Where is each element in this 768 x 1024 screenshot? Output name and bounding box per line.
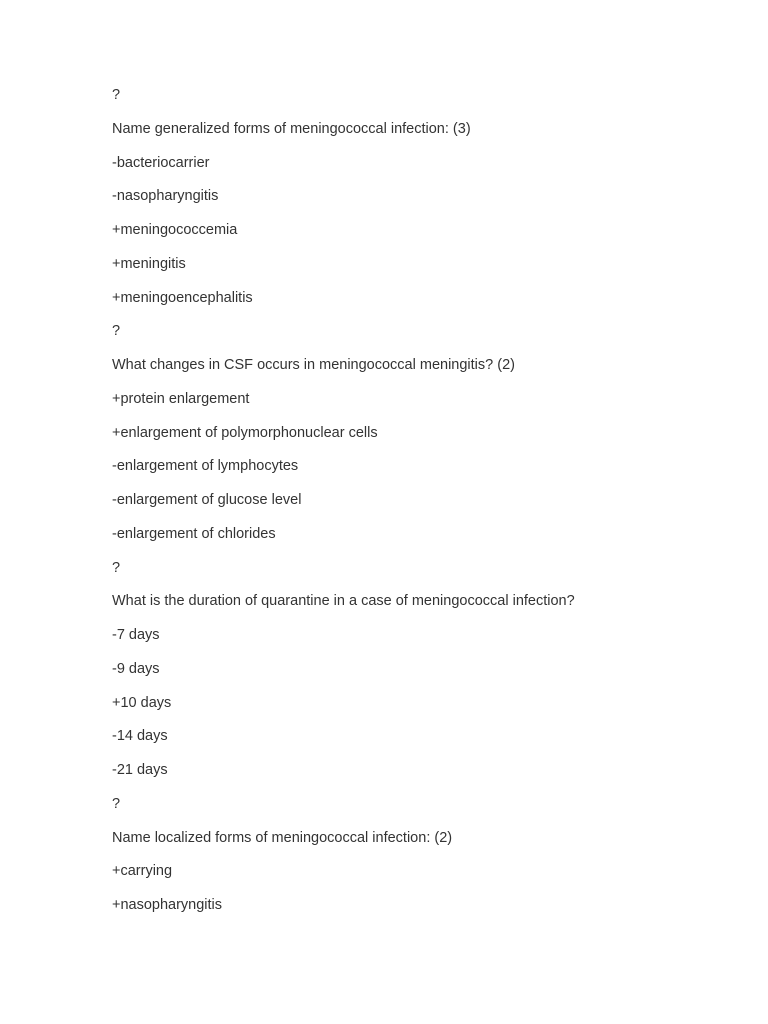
answer-option: -9 days — [112, 660, 160, 677]
answer-option: +nasopharyngitis — [112, 897, 223, 913]
answer-option: +enlargement of polymorphonuclear cells — [112, 424, 378, 441]
answer-option: -21 days — [112, 762, 168, 778]
answer-option: -14 days — [112, 728, 168, 745]
answer-option: +10 days — [112, 694, 172, 711]
answer-option: -enlargement of chlorides — [112, 525, 276, 542]
question-text: What changes in CSF occurs in meningococcal meningitis? (2) — [112, 357, 515, 373]
answer-option: +meningitis — [112, 255, 186, 272]
question-text: Name localized forms of meningococcal infection: (2) — [112, 829, 453, 846]
answer-option: -nasopharyngitis — [112, 188, 219, 205]
question-text: Name generalized forms of meningococcal infection: (3) — [112, 120, 471, 137]
answer-option: +meningococcemia — [112, 222, 238, 238]
answer-option: -bacteriocarrier — [112, 154, 210, 171]
question-marker: ? — [112, 323, 121, 340]
answer-option: +carrying — [112, 863, 173, 880]
question-marker: ? — [112, 87, 121, 103]
answer-option: +protein enlargement — [112, 390, 250, 407]
answer-option: -enlargement of glucose level — [112, 492, 302, 508]
answer-option: -7 days — [112, 627, 160, 643]
question-text: What is the duration of quarantine in a case of meningococcal infection? — [112, 593, 575, 610]
answer-option: +meningoencephalitis — [112, 289, 253, 306]
answer-option: -enlargement of lymphocytes — [112, 458, 299, 475]
question-marker: ? — [112, 795, 121, 812]
document-text — [112, 85, 575, 929]
question-marker: ? — [112, 559, 121, 576]
